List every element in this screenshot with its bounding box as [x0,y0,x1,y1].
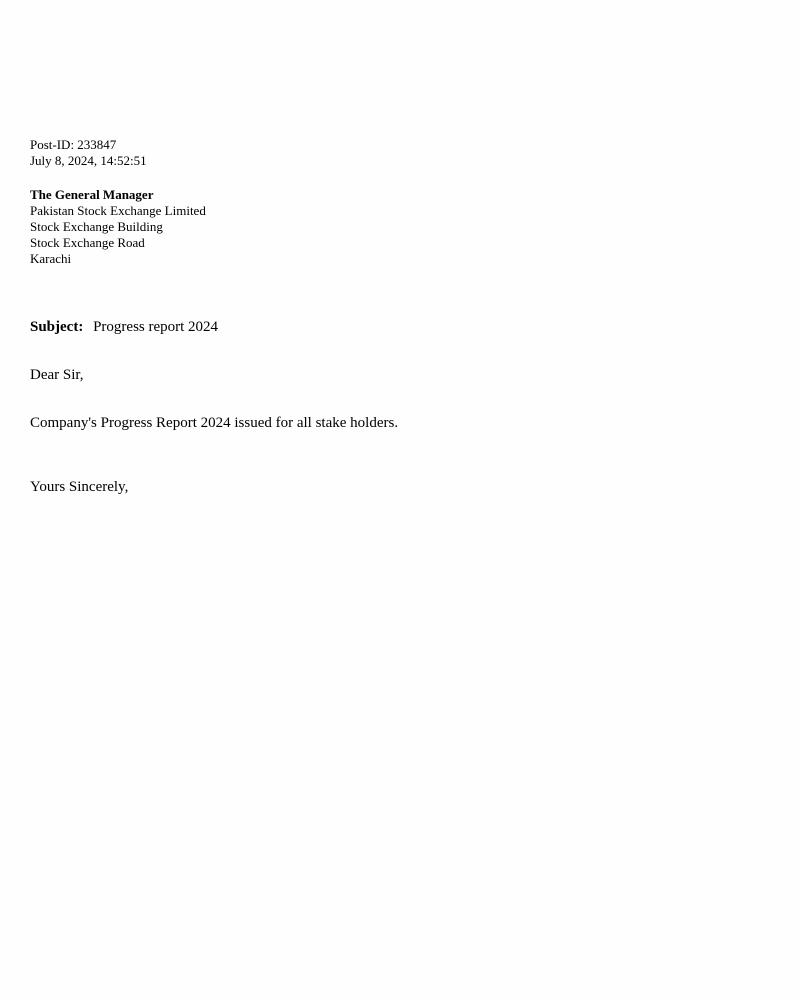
letter-meta [30,137,770,169]
subject-line [30,317,770,337]
recipient-road: Stock Exchange Road [30,235,145,250]
subject-text: Progress report 2024 [93,319,219,335]
salutation: Dear Sir, [30,367,84,383]
recipient-company: Pakistan Stock Exchange Limited [30,203,206,218]
recipient-building: Stock Exchange Building [30,219,163,234]
closing: Yours Sincerely, [30,479,129,495]
post-datetime: July 8, 2024, 14:52:51 [30,153,147,168]
recipient-city: Karachi [30,251,72,266]
letter-body: Company's Progress Report 2024 issued for all stake holders. [30,415,399,431]
subject-label: Subject: [30,319,84,335]
letter-document [30,137,770,497]
recipient-address [30,187,770,267]
post-id: Post-ID: 233847 [30,137,117,152]
recipient-title: The General Manager [30,187,154,202]
